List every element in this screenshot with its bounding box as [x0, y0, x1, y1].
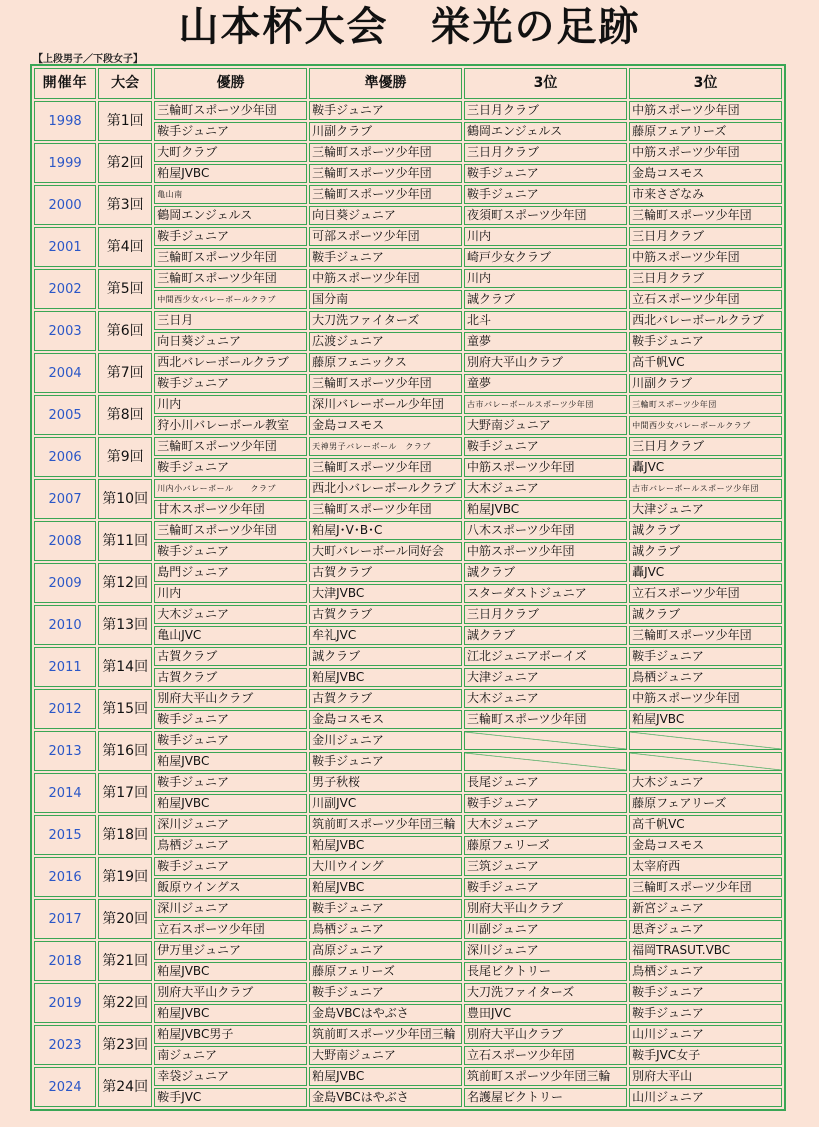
female-result-cell: 川副クラブ [629, 374, 782, 393]
tournament-number-cell: 第24回 [98, 1067, 152, 1107]
female-result-cell: 鳥栖ジュニア [309, 920, 462, 939]
year-cell: 2009 [34, 563, 96, 603]
female-result-cell: 大津JVBC [309, 584, 462, 603]
male-result-cell: 古市バレーボールスポーツ少年団 [629, 479, 782, 498]
male-result-cell: 長尾ジュニア [464, 773, 627, 792]
year-cell: 2001 [34, 227, 96, 267]
male-result-cell: 大刀洗ファイターズ [309, 311, 462, 330]
year-cell: 2008 [34, 521, 96, 561]
male-result-cell: 別府大平山クラブ [464, 1025, 627, 1044]
male-result-cell: 三日月クラブ [629, 437, 782, 456]
female-result-cell: 誠クラブ [464, 626, 627, 645]
table-row-male [34, 479, 782, 498]
female-result-cell: 鞍手ジュニア [629, 332, 782, 351]
male-result-cell: 別府大平山クラブ [154, 689, 307, 708]
female-result-cell: 大津ジュニア [629, 500, 782, 519]
female-result-cell: 粕屋JVBC [629, 710, 782, 729]
female-result-cell: 甘木スポーツ少年団 [154, 500, 307, 519]
tournament-number-cell: 第12回 [98, 563, 152, 603]
year-cell: 2016 [34, 857, 96, 897]
table-row-male [34, 773, 782, 792]
header-row [34, 68, 782, 99]
female-result-cell: 大町バレーボール同好会 [309, 542, 462, 561]
female-result-cell: 粕屋JVBC [154, 1004, 307, 1023]
male-result-cell: 鞍手ジュニア [309, 899, 462, 918]
table-row-male [34, 689, 782, 708]
male-result-cell: 筑前町スポーツ少年団三輪 [309, 1025, 462, 1044]
male-result-cell: 三日月クラブ [629, 227, 782, 246]
female-result-cell [629, 752, 782, 771]
male-result-cell: 大刀洗ファイターズ [464, 983, 627, 1002]
female-result-cell: 童夢 [464, 374, 627, 393]
female-result-cell: 鳥栖ジュニア [629, 668, 782, 687]
female-result-cell: 夜須町スポーツ少年団 [464, 206, 627, 225]
year-cell: 2019 [34, 983, 96, 1023]
female-result-cell: 金島コスモス [629, 164, 782, 183]
male-result-cell: 高千帆VC [629, 815, 782, 834]
male-result-cell: 川内小バレーボール クラブ [154, 479, 307, 498]
header-kai: 大会 [98, 68, 152, 99]
tournament-number-cell: 第9回 [98, 437, 152, 477]
table-row-male [34, 1067, 782, 1086]
male-result-cell: 深川ジュニア [464, 941, 627, 960]
table-row-male [34, 143, 782, 162]
header-champion: 優勝 [154, 68, 307, 99]
header-year: 開催年 [34, 68, 96, 99]
female-result-cell: 鞍手ジュニア [464, 164, 627, 183]
male-result-cell: 三輪町スポーツ少年団 [154, 269, 307, 288]
female-result-cell: 鞍手ジュニア [309, 248, 462, 267]
female-result-cell: 鶴岡エンジェルス [464, 122, 627, 141]
male-result-cell: 西北バレーボールクラブ [629, 311, 782, 330]
male-result-cell: 川内 [154, 395, 307, 414]
male-result-cell: 伊万里ジュニア [154, 941, 307, 960]
male-result-cell: 大川ウイング [309, 857, 462, 876]
table-row-male [34, 731, 782, 750]
female-result-cell: 川副JVC [309, 794, 462, 813]
female-result-cell: 牟礼JVC [309, 626, 462, 645]
tournament-number-cell: 第5回 [98, 269, 152, 309]
year-cell: 2004 [34, 353, 96, 393]
male-result-cell: 鞍手ジュニア [154, 227, 307, 246]
male-result-cell: 中筋スポーツ少年団 [629, 689, 782, 708]
year-cell: 2005 [34, 395, 96, 435]
year-cell: 2000 [34, 185, 96, 225]
female-result-cell: 中筋スポーツ少年団 [629, 248, 782, 267]
female-result-cell: 向日葵ジュニア [154, 332, 307, 351]
female-result-cell: 童夢 [464, 332, 627, 351]
tournament-number-cell: 第3回 [98, 185, 152, 225]
male-result-cell: 鞍手ジュニア [154, 731, 307, 750]
year-cell: 2003 [34, 311, 96, 351]
male-result-cell: 鞍手ジュニア [154, 773, 307, 792]
tournament-number-cell: 第15回 [98, 689, 152, 729]
male-result-cell: 天神男子バレーボール クラブ [309, 437, 462, 456]
female-result-cell: 藤原フェリーズ [309, 962, 462, 981]
header-runner-up: 準優勝 [309, 68, 462, 99]
male-result-cell: 西北小バレーボールクラブ [309, 479, 462, 498]
table-row-male [34, 101, 782, 120]
male-result-cell: 別府大平山クラブ [154, 983, 307, 1002]
female-result-cell: 金島コスモス [629, 836, 782, 855]
page-title: 山本杯大会 栄光の足跡 [178, 4, 641, 50]
table-row-male [34, 563, 782, 582]
female-result-cell: 金島コスモス [309, 416, 462, 435]
female-result-cell: 飯原ウイングス [154, 878, 307, 897]
tournament-number-cell: 第7回 [98, 353, 152, 393]
female-result-cell: 長尾ビクトリー [464, 962, 627, 981]
male-result-cell: 三輪町スポーツ少年団 [309, 185, 462, 204]
table-row-male [34, 605, 782, 624]
female-result-cell: 中間西少女バレーボールクラブ [629, 416, 782, 435]
male-result-cell: 川内 [464, 269, 627, 288]
male-result-cell: 市来さざなみ [629, 185, 782, 204]
male-result-cell: 鞍手ジュニア [629, 983, 782, 1002]
female-result-cell: 立石スポーツ少年団 [154, 920, 307, 939]
female-result-cell: 三輪町スポーツ少年団 [629, 878, 782, 897]
year-cell: 2023 [34, 1025, 96, 1065]
year-cell: 2002 [34, 269, 96, 309]
female-result-cell: 三輪町スポーツ少年団 [629, 206, 782, 225]
male-result-cell: 古賀クラブ [309, 689, 462, 708]
male-result-cell: 深川バレーボール少年団 [309, 395, 462, 414]
male-result-cell: 大木ジュニア [464, 689, 627, 708]
year-cell: 2018 [34, 941, 96, 981]
female-result-cell: 粕屋JVBC [154, 794, 307, 813]
female-result-cell: 鳥栖ジュニア [154, 836, 307, 855]
year-cell: 2012 [34, 689, 96, 729]
male-result-cell: 大木ジュニア [464, 815, 627, 834]
year-cell: 2014 [34, 773, 96, 813]
male-result-cell: 三日月クラブ [464, 101, 627, 120]
male-result-cell: 深川ジュニア [154, 899, 307, 918]
female-result-cell: 川副クラブ [309, 122, 462, 141]
table-row-male [34, 353, 782, 372]
table-row-male [34, 857, 782, 876]
female-result-cell: 鞍手JVC女子 [629, 1046, 782, 1065]
female-result-cell: 三輪町スポーツ少年団 [309, 164, 462, 183]
tournament-number-cell: 第23回 [98, 1025, 152, 1065]
female-result-cell: 粕屋JVBC [154, 164, 307, 183]
male-result-cell: 鞍手ジュニア [629, 647, 782, 666]
female-result-cell: 鳥栖ジュニア [629, 962, 782, 981]
tournament-number-cell: 第6回 [98, 311, 152, 351]
male-result-cell: 藤原フェニックス [309, 353, 462, 372]
male-result-cell: 誠クラブ [629, 605, 782, 624]
female-result-cell: 三輪町スポーツ少年団 [464, 710, 627, 729]
male-result-cell: 三輪町スポーツ少年団 [154, 101, 307, 120]
male-result-cell: 幸袋ジュニア [154, 1067, 307, 1086]
male-result-cell: 鞍手ジュニア [154, 857, 307, 876]
female-result-cell: 三輪町スポーツ少年団 [154, 248, 307, 267]
female-result-cell: 三輪町スポーツ少年団 [309, 458, 462, 477]
table-row-male [34, 941, 782, 960]
table-row-male [34, 227, 782, 246]
table-row-male [34, 311, 782, 330]
year-cell: 2011 [34, 647, 96, 687]
table-row-male [34, 647, 782, 666]
tournament-number-cell: 第10回 [98, 479, 152, 519]
male-result-cell: 三輪町スポーツ少年団 [154, 437, 307, 456]
male-result-cell: 大町クラブ [154, 143, 307, 162]
male-result-cell: 三輪町スポーツ少年団 [309, 143, 462, 162]
table-row-male [34, 185, 782, 204]
male-result-cell: 北斗 [464, 311, 627, 330]
female-result-cell: 古賀クラブ [154, 668, 307, 687]
year-cell: 2024 [34, 1067, 96, 1107]
year-cell: 1999 [34, 143, 96, 183]
female-result-cell: 川内 [154, 584, 307, 603]
female-result-cell: 誠クラブ [464, 290, 627, 309]
female-result-cell: 大野南ジュニア [309, 1046, 462, 1065]
female-result-cell: 中筋スポーツ少年団 [464, 458, 627, 477]
male-result-cell: 誠クラブ [629, 521, 782, 540]
year-cell: 1998 [34, 101, 96, 141]
male-result-cell: 三輪町スポーツ少年団 [154, 521, 307, 540]
male-result-cell: 三筑ジュニア [464, 857, 627, 876]
tournament-number-cell: 第13回 [98, 605, 152, 645]
female-result-cell: 鞍手ジュニア [309, 752, 462, 771]
tournament-number-cell: 第19回 [98, 857, 152, 897]
male-result-cell: 深川ジュニア [154, 815, 307, 834]
female-result-cell: 三輪町スポーツ少年団 [309, 374, 462, 393]
male-result-cell: 粕屋J･V･B･C [309, 521, 462, 540]
female-result-cell: 立石スポーツ少年団 [629, 584, 782, 603]
female-result-cell: 粕屋JVBC [309, 836, 462, 855]
male-result-cell: 誠クラブ [309, 647, 462, 666]
male-result-cell: 中筋スポーツ少年団 [629, 101, 782, 120]
male-result-cell: 福岡TRASUT.VBC [629, 941, 782, 960]
tournament-number-cell: 第4回 [98, 227, 152, 267]
tournament-number-cell: 第20回 [98, 899, 152, 939]
female-result-cell: 金島コスモス [309, 710, 462, 729]
male-result-cell: 江北ジュニアボーイズ [464, 647, 627, 666]
female-result-cell: 鞍手ジュニア [154, 458, 307, 477]
female-result-cell: 粕屋JVBC [309, 878, 462, 897]
results-body [34, 101, 782, 1107]
male-result-cell: 古賀クラブ [154, 647, 307, 666]
tournament-number-cell: 第21回 [98, 941, 152, 981]
female-result-cell: 藤原フェアリーズ [629, 122, 782, 141]
female-result-cell: 狩小川バレーボール教室 [154, 416, 307, 435]
male-result-cell: 粕屋JVBC男子 [154, 1025, 307, 1044]
male-result-cell [464, 731, 627, 750]
male-result-cell: 三日月クラブ [629, 269, 782, 288]
female-result-cell: 粕屋JVBC [464, 500, 627, 519]
female-result-cell: 鞍手ジュニア [154, 122, 307, 141]
year-cell: 2013 [34, 731, 96, 771]
year-cell: 2017 [34, 899, 96, 939]
tournament-number-cell: 第1回 [98, 101, 152, 141]
female-result-cell: 誠クラブ [629, 542, 782, 561]
male-result-cell: 三日月クラブ [464, 605, 627, 624]
tournament-number-cell: 第11回 [98, 521, 152, 561]
male-result-cell: 鞍手ジュニア [464, 185, 627, 204]
female-result-cell: 豊田JVC [464, 1004, 627, 1023]
female-result-cell: 向日葵ジュニア [309, 206, 462, 225]
female-result-cell [464, 752, 627, 771]
female-result-cell: 金島VBCはやぶさ [309, 1088, 462, 1107]
female-result-cell: 崎戸少女クラブ [464, 248, 627, 267]
table-row-male [34, 983, 782, 1002]
male-result-cell: 古賀クラブ [309, 563, 462, 582]
female-result-cell: 亀山JVC [154, 626, 307, 645]
male-result-cell: 鞍手ジュニア [464, 437, 627, 456]
male-result-cell: 大木ジュニア [154, 605, 307, 624]
tournament-number-cell: 第16回 [98, 731, 152, 771]
male-result-cell: 中筋スポーツ少年団 [309, 269, 462, 288]
year-cell: 2006 [34, 437, 96, 477]
male-result-cell: 新宮ジュニア [629, 899, 782, 918]
male-result-cell: 別府大平山 [629, 1067, 782, 1086]
male-result-cell: 高千帆VC [629, 353, 782, 372]
female-result-cell: 立石スポーツ少年団 [629, 290, 782, 309]
male-result-cell: 古市バレーボールスポーツ少年団 [464, 395, 627, 414]
tournament-number-cell: 第18回 [98, 815, 152, 855]
row-legend-note: 【上段男子／下段女子】 [33, 54, 143, 65]
male-result-cell: 大木ジュニア [464, 479, 627, 498]
female-result-cell: 三輪町スポーツ少年団 [629, 626, 782, 645]
year-cell: 2007 [34, 479, 96, 519]
female-result-cell: 鞍手ジュニア [154, 710, 307, 729]
male-result-cell: 大木ジュニア [629, 773, 782, 792]
female-result-cell: 粕屋JVBC [154, 962, 307, 981]
header-third-b: 3位 [629, 68, 782, 99]
female-result-cell: 大野南ジュニア [464, 416, 627, 435]
female-result-cell: 鞍手JVC [154, 1088, 307, 1107]
female-result-cell: 大津ジュニア [464, 668, 627, 687]
female-result-cell: 鶴岡エンジェルス [154, 206, 307, 225]
female-result-cell: 鞍手ジュニア [464, 794, 627, 813]
male-result-cell: 男子秋桜 [309, 773, 462, 792]
female-result-cell: 思斉ジュニア [629, 920, 782, 939]
female-result-cell: 藤原フェリーズ [464, 836, 627, 855]
table-row-male [34, 521, 782, 540]
female-result-cell: 三輪町スポーツ少年団 [309, 500, 462, 519]
female-result-cell: 国分南 [309, 290, 462, 309]
table-row-male [34, 269, 782, 288]
female-result-cell: 轟JVC [629, 458, 782, 477]
male-result-cell: 三日月 [154, 311, 307, 330]
table-row-male [34, 437, 782, 456]
female-result-cell: スターダストジュニア [464, 584, 627, 603]
male-result-cell: 別府大平山クラブ [464, 353, 627, 372]
male-result-cell: 山川ジュニア [629, 1025, 782, 1044]
female-result-cell: 鞍手ジュニア [154, 542, 307, 561]
header-third-a: 3位 [464, 68, 627, 99]
female-result-cell: 鞍手ジュニア [154, 374, 307, 393]
female-result-cell: 粕屋JVBC [309, 668, 462, 687]
tournament-number-cell: 第8回 [98, 395, 152, 435]
male-result-cell: 高原ジュニア [309, 941, 462, 960]
male-result-cell: 古賀クラブ [309, 605, 462, 624]
male-result-cell: 可部スポーツ少年団 [309, 227, 462, 246]
male-result-cell: 西北バレーボールクラブ [154, 353, 307, 372]
male-result-cell: 八木スポーツ少年団 [464, 521, 627, 540]
tournament-number-cell: 第22回 [98, 983, 152, 1023]
male-result-cell: 筑前町スポーツ少年団三輪 [464, 1067, 627, 1086]
female-result-cell: 名護屋ビクトリー [464, 1088, 627, 1107]
female-result-cell: 中間西少女バレーボールクラブ [154, 290, 307, 309]
tournament-number-cell: 第14回 [98, 647, 152, 687]
results-table [30, 64, 786, 1111]
year-cell: 2015 [34, 815, 96, 855]
female-result-cell: 藤原フェアリーズ [629, 794, 782, 813]
male-result-cell: 筑前町スポーツ少年団三輪 [309, 815, 462, 834]
female-result-cell: 南ジュニア [154, 1046, 307, 1065]
female-result-cell: 鞍手ジュニア [629, 1004, 782, 1023]
male-result-cell: 島門ジュニア [154, 563, 307, 582]
female-result-cell: 立石スポーツ少年団 [464, 1046, 627, 1065]
male-result-cell: 誠クラブ [464, 563, 627, 582]
male-result-cell: 三輪町スポーツ少年団 [629, 395, 782, 414]
female-result-cell: 鞍手ジュニア [464, 878, 627, 897]
male-result-cell: 鞍手ジュニア [309, 983, 462, 1002]
tournament-number-cell: 第2回 [98, 143, 152, 183]
table-row-male [34, 815, 782, 834]
female-result-cell: 粕屋JVBC [154, 752, 307, 771]
female-result-cell: 広渡ジュニア [309, 332, 462, 351]
table-row-male [34, 395, 782, 414]
female-result-cell: 山川ジュニア [629, 1088, 782, 1107]
year-cell: 2010 [34, 605, 96, 645]
table-row-male [34, 1025, 782, 1044]
male-result-cell: 川内 [464, 227, 627, 246]
male-result-cell: 粕屋JVBC [309, 1067, 462, 1086]
male-result-cell: 三日月クラブ [464, 143, 627, 162]
female-result-cell: 金島VBCはやぶさ [309, 1004, 462, 1023]
male-result-cell: 太宰府西 [629, 857, 782, 876]
male-result-cell: 中筋スポーツ少年団 [629, 143, 782, 162]
female-result-cell: 川副ジュニア [464, 920, 627, 939]
male-result-cell: 鞍手ジュニア [309, 101, 462, 120]
male-result-cell: 金川ジュニア [309, 731, 462, 750]
male-result-cell [629, 731, 782, 750]
male-result-cell: 別府大平山クラブ [464, 899, 627, 918]
tournament-number-cell: 第17回 [98, 773, 152, 813]
male-result-cell: 亀山南 [154, 185, 307, 204]
female-result-cell: 中筋スポーツ少年団 [464, 542, 627, 561]
table-row-male [34, 899, 782, 918]
male-result-cell: 轟JVC [629, 563, 782, 582]
